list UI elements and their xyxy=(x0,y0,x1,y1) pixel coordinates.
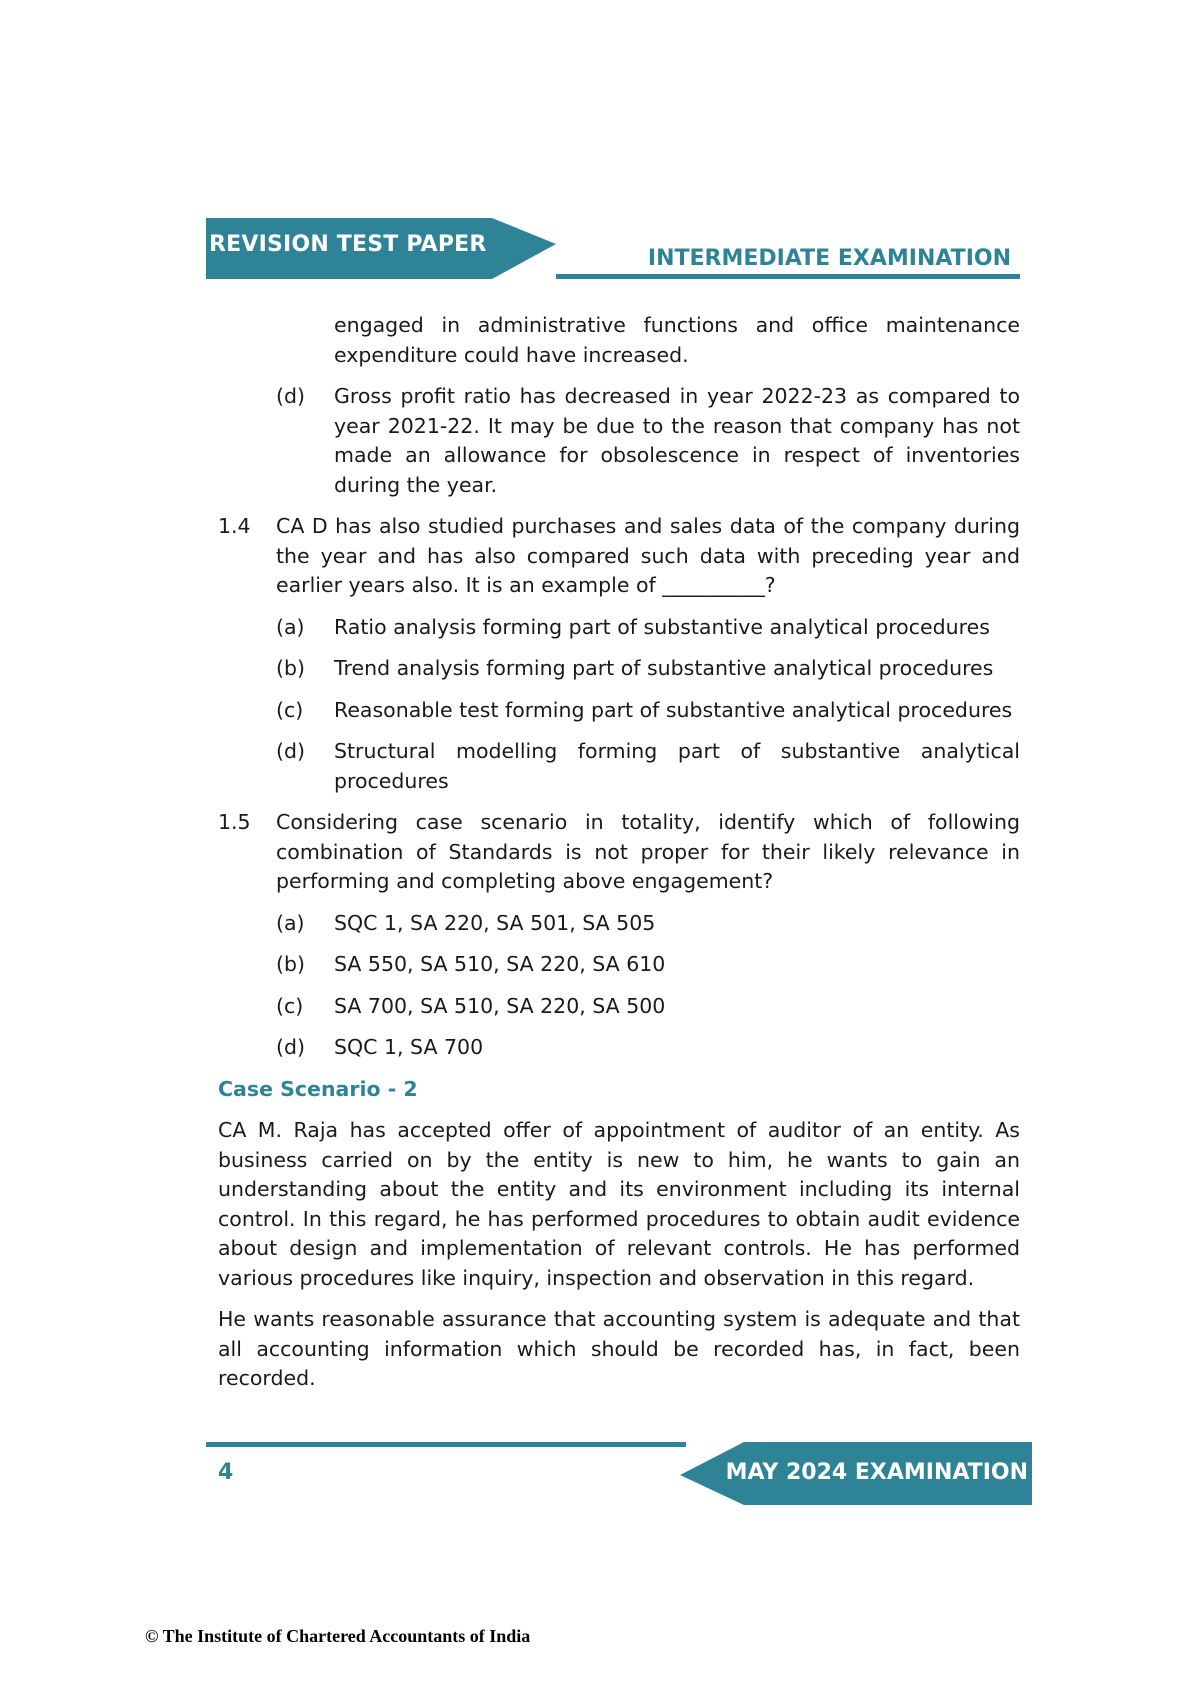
option-item xyxy=(218,737,1020,796)
option-label: (c) xyxy=(276,697,304,722)
footer-exam-label: MAY 2024 EXAMINATION xyxy=(725,1460,1028,1485)
option-text: SQC 1, SA 220, SA 501, SA 505 xyxy=(334,910,656,935)
option-text: SA 700, SA 510, SA 220, SA 500 xyxy=(334,993,666,1018)
option-item xyxy=(218,950,1020,980)
option-text: Reasonable test forming part of substantive analytical procedures xyxy=(334,697,1013,722)
option-text: Ratio analysis forming part of substantive analytical procedures xyxy=(334,614,990,639)
option-label: (d) xyxy=(276,739,306,763)
option-item xyxy=(218,382,1020,500)
question-number: 1.5 xyxy=(218,810,251,834)
question-text: CA D has also studied purchases and sales data of the company during the year and has also compared such data with preceding year and earlier years also. It is an example of __________? xyxy=(276,514,1020,597)
option-label: (d) xyxy=(276,384,306,408)
option-text: Trend analysis forming part of substantive analytical procedures xyxy=(334,656,994,680)
copyright-notice: © The Institute of Chartered Accountants of India xyxy=(145,1626,531,1646)
option-text: SQC 1, SA 700 xyxy=(334,1035,484,1059)
option-label: (b) xyxy=(276,952,306,976)
question-1-4 xyxy=(218,512,1020,601)
option-item xyxy=(218,613,1020,643)
option-text: Gross profit ratio has decreased in year 2022-23 as compared to year 2021-22. It may be due to the reason that company has not made an allowance for obsolescence in respect of inventories during the year. xyxy=(334,384,1020,497)
case-paragraph: He wants reasonable assurance that accounting system is adequate and that all accounting information which should be recorded has, in fact, been recorded. xyxy=(218,1307,1020,1390)
option-item xyxy=(218,992,1020,1022)
option-label: (c) xyxy=(276,993,304,1018)
footer-rule xyxy=(206,1442,686,1447)
question-1-5 xyxy=(218,808,1020,897)
case-paragraph: CA M. Raja has accepted offer of appointment of auditor of an entity. As business carried on by the entity is new to him, he wants to gain an understanding about the entity and its environment including its internal control. In this regard, he has performed procedures to obtain audit evidence about design and implementation of relevant controls. He has performed various procedures like inquiry, inspection and observation in this regard. xyxy=(218,1118,1020,1290)
header-rule xyxy=(556,274,1020,279)
header-left-title: REVISION TEST PAPER xyxy=(209,232,487,257)
option-text: SA 550, SA 510, SA 220, SA 610 xyxy=(334,952,666,976)
continuation-paragraph: engaged in administrative functions and office maintenance expenditure could have increased. xyxy=(334,313,1020,367)
option-item xyxy=(218,654,1020,684)
question-number: 1.4 xyxy=(218,514,251,538)
option-label: (a) xyxy=(276,910,305,935)
option-item xyxy=(218,696,1020,726)
option-item xyxy=(218,1033,1020,1063)
option-label: (d) xyxy=(276,1035,306,1059)
header-right-title: INTERMEDIATE EXAMINATION xyxy=(647,246,1011,271)
case-scenario-heading: Case Scenario - 2 xyxy=(218,1076,418,1101)
page-content xyxy=(218,311,1020,1394)
option-text: Structural modelling forming part of substantive analytical procedures xyxy=(334,739,1020,793)
page-number: 4 xyxy=(218,1460,234,1485)
option-label: (b) xyxy=(276,656,306,680)
option-item xyxy=(218,909,1020,939)
option-label: (a) xyxy=(276,614,305,639)
question-text: Considering case scenario in totality, identify which of following combination of Standards is not proper for their likely relevance in performing and completing above engagement? xyxy=(276,810,1020,893)
